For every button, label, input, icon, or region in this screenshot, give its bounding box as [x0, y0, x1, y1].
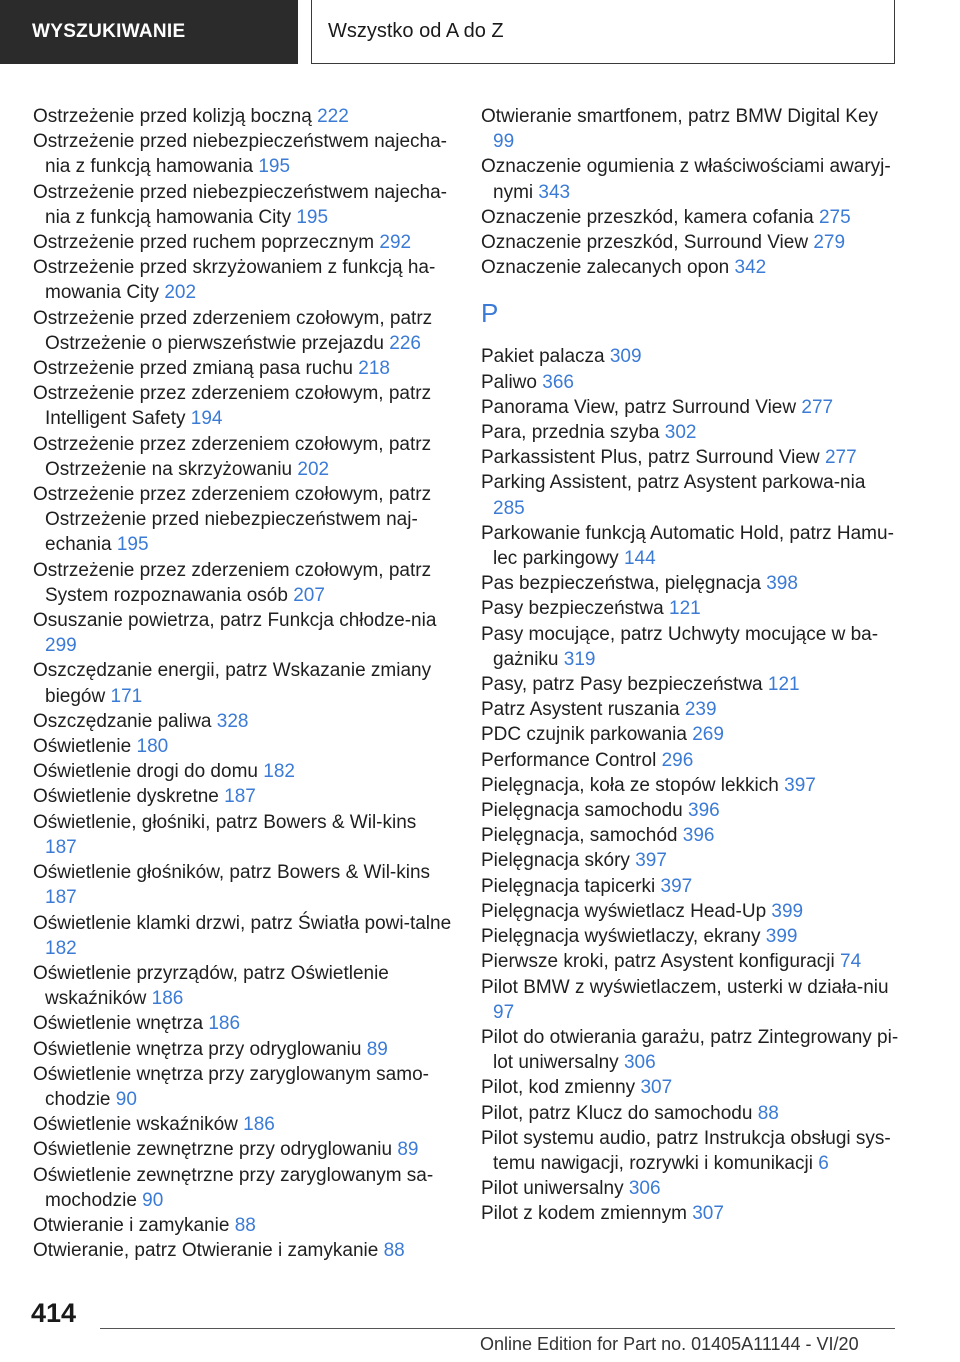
index-entry — [481, 370, 901, 395]
index-entry — [33, 961, 453, 1011]
index-entry — [33, 1112, 453, 1137]
page-link[interactable]: 99 — [493, 131, 515, 153]
page-link[interactable]: 342 — [734, 257, 767, 279]
entry-term: Ostrzeżenie przed ruchem poprzecznym — [33, 232, 375, 254]
entry-term: Oszczędzanie energii, patrz Wskazanie zmiany biegów — [33, 660, 432, 707]
page-link[interactable]: 328 — [216, 710, 249, 732]
index-entry — [481, 899, 901, 924]
entry-term: Pilot, patrz Klucz do samochodu — [481, 1102, 753, 1124]
index-column-right — [481, 104, 901, 1227]
page-link[interactable]: 398 — [766, 573, 798, 595]
entry-term: Oświetlenie klamki drzwi, patrz Światła powi-talne — [33, 912, 452, 934]
section-tab[interactable]: WYSZUKIWANIE — [0, 0, 298, 64]
entry-term: Ostrzeżenie przez zderzeniem czołowym, patrz Ostrzeżenie na skrzyżowaniu — [33, 433, 432, 480]
entry-term: Ostrzeżenie przed kolizją boczną — [33, 106, 312, 127]
page-link[interactable]: 307 — [640, 1077, 673, 1099]
entry-term: Otwieranie, patrz Otwieranie i zamykanie — [33, 1240, 379, 1262]
entry-term: Pilot, kod zmienny — [481, 1077, 636, 1099]
index-entry — [481, 104, 901, 154]
index-entry — [33, 1037, 453, 1062]
entry-term: Patrz Asystent ruszania — [481, 699, 680, 721]
index-entry — [33, 1062, 453, 1112]
page-link[interactable]: 239 — [684, 699, 717, 721]
page-link[interactable]: 269 — [692, 724, 724, 746]
entry-term: Pielęgnacja wyświetlacz Head-Up — [481, 900, 767, 922]
index-entry — [33, 381, 453, 431]
index-entry — [33, 658, 453, 708]
entry-term: Pilot z kodem zmiennym — [481, 1203, 687, 1225]
entry-term: Pielęgnacja, samochód — [481, 825, 678, 847]
index-entry — [481, 672, 901, 697]
page-link[interactable]: 202 — [297, 458, 330, 480]
entry-term: Pakiet palacza — [481, 346, 605, 368]
index-entry — [481, 823, 901, 848]
page-link[interactable]: 186 — [151, 988, 184, 1010]
entry-term: Otwieranie smartfonem, patrz BMW Digital Key — [481, 106, 879, 127]
entry-term: Ostrzeżenie przez zderzeniem czołowym, patrz System rozpoznawania osób — [33, 559, 432, 606]
entry-term: Oświetlenie drogi do domu — [33, 761, 258, 783]
index-entry — [481, 571, 901, 596]
index-entry — [33, 1238, 453, 1263]
index-group-p — [481, 344, 901, 1226]
entry-term: Osuszanie powietrza, patrz Funkcja chłodze-nia — [33, 610, 437, 632]
entry-term: Pasy mocujące, patrz Uchwyty mocujące w ba-gażniku — [481, 623, 879, 670]
page-link[interactable]: 121 — [767, 674, 800, 696]
index-entry — [481, 748, 901, 773]
index-entry — [33, 860, 453, 910]
page-link[interactable]: 275 — [818, 206, 851, 228]
index-entry — [481, 1176, 901, 1201]
index-entry — [481, 1025, 901, 1075]
index-entry — [481, 445, 901, 470]
page-link[interactable]: 397 — [635, 850, 667, 872]
entry-term: Oświetlenie zewnętrzne przy zaryglowanym sa-mochodzie — [33, 1164, 434, 1211]
index-entry — [481, 470, 901, 520]
page-link[interactable]: 88 — [234, 1214, 256, 1236]
page-link[interactable]: 397 — [660, 875, 693, 897]
index-entry — [33, 306, 453, 356]
entry-term: Oznaczenie ogumienia z właściwościami awaryj-nymi — [481, 156, 891, 203]
entry-term: Ostrzeżenie przed niebezpieczeństwem najecha-nia z funkcją hamowania City — [33, 181, 447, 228]
page-link[interactable]: 306 — [623, 1052, 656, 1074]
entry-term: Otwieranie i zamykanie — [33, 1214, 230, 1236]
entry-term: Oświetlenie dyskretne — [33, 786, 219, 808]
index-entry — [33, 810, 453, 860]
entry-term: Pielęgnacja tapicerki — [481, 875, 656, 897]
index-entry — [33, 709, 453, 734]
page-link[interactable]: 88 — [383, 1240, 405, 1262]
index-entry — [481, 622, 901, 672]
page-link[interactable]: 187 — [45, 887, 77, 909]
index-entry — [481, 773, 901, 798]
index-entry — [481, 1101, 901, 1126]
entry-term: Ostrzeżenie przed skrzyżowaniem z funkcją ha-mowania City — [33, 257, 436, 304]
entry-term: Para, przednia szyba — [481, 422, 660, 444]
entry-term: Oświetlenie wnętrza przy odryglowaniu — [33, 1038, 362, 1060]
index-entry — [481, 1075, 901, 1100]
entry-term: Oświetlenie zewnętrzne przy odryglowaniu — [33, 1139, 393, 1161]
index-entry — [33, 1011, 453, 1036]
index-entry — [33, 1163, 453, 1213]
page-link[interactable]: 299 — [45, 635, 77, 657]
entry-term: Pilot do otwierania garażu, patrz Zintegrowany pi-lot uniwersalny — [481, 1026, 899, 1074]
entry-term: Oznaczenie przeszkód, Surround View — [481, 232, 809, 254]
page-number: 414 — [31, 1298, 77, 1328]
entry-term: Ostrzeżenie przed zderzeniem czołowym, patrz Ostrzeżenie o pierwszeństwie przejazdu — [33, 307, 433, 354]
page-link[interactable]: 397 — [784, 774, 816, 796]
index-entry — [481, 949, 901, 974]
index-entry — [481, 975, 901, 1025]
page-link[interactable]: 187 — [45, 836, 77, 858]
page-link[interactable]: 207 — [293, 584, 325, 606]
entry-term: Oświetlenie, głośniki, patrz Bowers & Wil-kins — [33, 811, 417, 833]
entry-term: Pielęgnacja samochodu — [481, 800, 683, 822]
index-entry — [481, 697, 901, 722]
entry-term: Oznaczenie przeszkód, kamera cofania — [481, 206, 814, 228]
page-link[interactable]: 180 — [136, 736, 169, 758]
page-link[interactable]: 195 — [296, 206, 329, 228]
index-entry — [481, 848, 901, 873]
page-link[interactable]: 97 — [493, 1001, 515, 1023]
entry-term: Ostrzeżenie przez zderzeniem czołowym, patrz Ostrzeżenie przed niebezpieczeństwem naj-echania — [33, 484, 432, 556]
index-entry — [481, 722, 901, 747]
page-link[interactable]: 296 — [661, 749, 694, 771]
index-entry — [481, 344, 901, 369]
index-entry — [33, 180, 453, 230]
index-group-o — [481, 104, 901, 280]
section-subtitle: Wszystko od A do Z — [311, 0, 895, 64]
entry-term: Oświetlenie — [33, 736, 132, 758]
page-link[interactable]: 396 — [682, 825, 715, 847]
page-link[interactable]: 171 — [110, 685, 143, 707]
page-link[interactable]: 90 — [115, 1088, 137, 1110]
page-link[interactable]: 222 — [317, 106, 349, 127]
entry-term: Pielęgnacja skóry — [481, 850, 630, 872]
entry-term: Ostrzeżenie przed zmianą pasa ruchu — [33, 358, 353, 380]
page-link[interactable]: 186 — [243, 1114, 275, 1136]
entry-term: Pas bezpieczeństwa, pielęgnacja — [481, 573, 761, 595]
index-entry — [33, 1213, 453, 1238]
index-entry — [481, 395, 901, 420]
page-link[interactable]: 121 — [669, 598, 701, 620]
index-entry — [481, 154, 901, 204]
index-entry — [481, 1201, 901, 1226]
index-entry — [33, 911, 453, 961]
index-entry — [33, 759, 453, 784]
page-link[interactable]: 182 — [263, 761, 295, 783]
index-entry — [33, 432, 453, 482]
index-entry — [33, 784, 453, 809]
entry-term: Pilot BMW z wyświetlaczem, usterki w działa-niu — [481, 976, 889, 998]
page-link[interactable]: 279 — [813, 232, 846, 254]
page-link[interactable]: 194 — [190, 408, 223, 430]
entry-term: Oświetlenie wnętrza przy zaryglowanym samo-chodzie — [33, 1063, 429, 1110]
entry-term: Oświetlenie przyrządów, patrz Oświetlenie wskaźników — [33, 962, 389, 1010]
index-entry — [33, 558, 453, 608]
entry-term: Pasy, patrz Pasy bezpieczeństwa — [481, 674, 763, 696]
page-link[interactable]: 292 — [379, 232, 412, 254]
entry-term: Pilot uniwersalny — [481, 1178, 624, 1200]
page-link[interactable]: 285 — [493, 497, 525, 519]
entry-term: Pilot systemu audio, patrz Instrukcja obsługi sys-temu nawigacji, rozrywki i komunikacji — [481, 1127, 891, 1174]
page-link[interactable]: 74 — [840, 951, 862, 973]
entry-term: Oszczędzanie paliwa — [33, 710, 212, 732]
page-link[interactable]: 277 — [801, 396, 834, 418]
index-entry — [33, 608, 453, 658]
index-entry — [481, 874, 901, 899]
entry-term: Pielęgnacja, koła ze stopów lekkich — [481, 774, 779, 796]
index-entry — [481, 596, 901, 621]
page-link[interactable]: 218 — [358, 358, 390, 380]
entry-term: Parking Assistent, patrz Asystent parkowa-nia — [481, 472, 866, 494]
entry-term: Pierwsze kroki, patrz Asystent konfiguracji — [481, 951, 835, 973]
index-column-left — [33, 104, 453, 1263]
page-header — [0, 0, 960, 66]
edition-note: Online Edition for Part no. 01405A11144 - VI/20 — [480, 1334, 859, 1354]
page-link[interactable]: 343 — [538, 181, 571, 203]
page-link[interactable]: 90 — [142, 1189, 164, 1211]
entry-term: Oznaczenie zalecanych opon — [481, 257, 730, 279]
page-link[interactable]: 399 — [771, 900, 804, 922]
index-entry — [481, 255, 901, 280]
index-entry — [481, 521, 901, 571]
index-entry — [33, 356, 453, 381]
page-link[interactable]: 88 — [757, 1102, 779, 1124]
page-link[interactable]: 319 — [563, 648, 596, 670]
entry-term: Parkassistent Plus, patrz Surround View — [481, 447, 820, 469]
entry-term: Oświetlenie głośników, patrz Bowers & Wil-kins — [33, 862, 431, 884]
entry-term: PDC czujnik parkowania — [481, 724, 687, 746]
page-link[interactable]: 396 — [688, 800, 720, 822]
entry-term: Performance Control — [481, 749, 657, 771]
page-link[interactable]: 89 — [397, 1139, 419, 1161]
index-entry — [481, 924, 901, 949]
entry-term: Panorama View, patrz Surround View — [481, 396, 797, 418]
page-link[interactable]: 182 — [45, 937, 77, 959]
entry-term: Pasy bezpieczeństwa — [481, 598, 664, 620]
index-entry — [33, 482, 453, 558]
page-link[interactable]: 6 — [818, 1152, 829, 1174]
entry-term: Ostrzeżenie przez zderzeniem czołowym, patrz Intelligent Safety — [33, 383, 432, 430]
entry-term: Oświetlenie wnętrza — [33, 1013, 204, 1035]
entry-term: Ostrzeżenie przed niebezpieczeństwem najecha-nia z funkcją hamowania — [33, 131, 447, 178]
page-link[interactable]: 309 — [609, 346, 642, 368]
index-entry — [33, 255, 453, 305]
page-link[interactable]: 302 — [664, 422, 697, 444]
page-link[interactable]: 399 — [765, 926, 798, 948]
page-link[interactable]: 89 — [366, 1038, 388, 1060]
page-link[interactable]: 144 — [623, 548, 656, 570]
page-link[interactable]: 187 — [224, 786, 256, 808]
index-entry — [481, 205, 901, 230]
index-entry — [33, 230, 453, 255]
index-entry — [33, 129, 453, 179]
entry-term: Paliwo — [481, 371, 537, 393]
page-link[interactable]: 186 — [208, 1013, 241, 1035]
entry-term: Pielęgnacja wyświetlaczy, ekrany — [481, 926, 761, 948]
index-entry — [481, 1126, 901, 1176]
page-link[interactable]: 202 — [164, 282, 197, 304]
page-link[interactable]: 195 — [258, 156, 291, 178]
page-link[interactable]: 306 — [628, 1178, 661, 1200]
section-letter: P — [481, 298, 499, 329]
index-entry — [481, 420, 901, 445]
index-entry — [33, 734, 453, 759]
page-link[interactable]: 277 — [824, 447, 857, 469]
footer-divider — [100, 1328, 895, 1329]
page-link[interactable]: 226 — [389, 332, 421, 354]
page-link[interactable]: 366 — [542, 371, 574, 393]
page-link[interactable]: 307 — [692, 1203, 724, 1225]
entry-term: Parkowanie funkcją Automatic Hold, patrz Hamu-lec parkingowy — [481, 522, 894, 570]
index-entry — [481, 230, 901, 255]
page-link[interactable]: 195 — [116, 534, 149, 556]
index-entry — [481, 798, 901, 823]
index-entry — [33, 1137, 453, 1162]
index-entry — [33, 104, 453, 129]
entry-term: Oświetlenie wskaźników — [33, 1114, 238, 1136]
